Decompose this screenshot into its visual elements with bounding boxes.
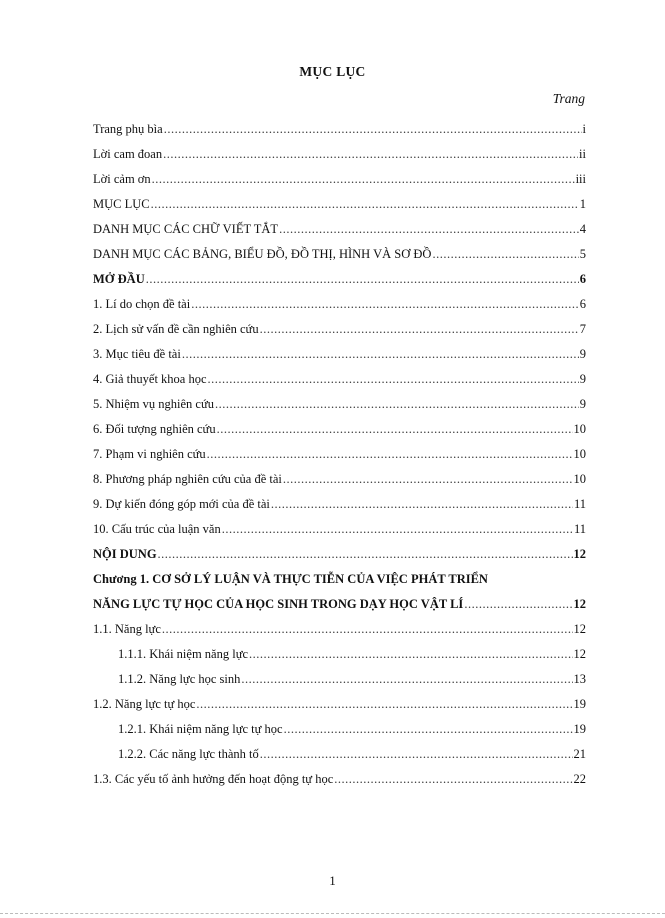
toc-entry-page: 12 <box>573 547 586 561</box>
toc-entry <box>93 487 586 512</box>
toc-leader-dots <box>260 746 573 762</box>
toc-entry-label: 1.3. Các yếu tố ảnh hưởng đến hoạt động tự học <box>93 772 334 786</box>
toc-entry <box>93 437 586 462</box>
table-of-contents <box>93 112 586 787</box>
toc-entry <box>93 312 586 337</box>
toc-entry <box>93 762 586 787</box>
toc-entry-page: ii <box>579 147 586 161</box>
toc-leader-dots <box>164 121 582 137</box>
toc-entry-label: NỘI DUNG <box>93 547 157 561</box>
toc-entry-label: 1.1.2. Năng lực học sinh <box>118 672 241 686</box>
toc-leader-dots <box>163 146 578 162</box>
toc-entry <box>93 737 586 762</box>
toc-entry-page: 19 <box>573 697 586 711</box>
toc-leader-dots <box>271 496 573 512</box>
toc-leader-dots <box>464 596 572 612</box>
toc-entry-page: 10 <box>573 447 586 461</box>
toc-leader-dots <box>215 396 579 412</box>
toc-entry <box>93 562 586 587</box>
toc-entry-label: 9. Dự kiến đóng góp mới của đề tài <box>93 497 270 511</box>
page-title: MỤC LỤC <box>299 64 366 79</box>
toc-entry-page: 4 <box>579 222 586 236</box>
toc-entry-label: Lời cam đoan <box>93 147 163 161</box>
toc-entry-page: 7 <box>579 322 586 336</box>
toc-entry-page: 6 <box>579 272 586 286</box>
toc-entry <box>93 587 586 612</box>
toc-entry-page: 9 <box>579 372 586 386</box>
toc-leader-dots <box>279 221 579 237</box>
toc-entry-page: 19 <box>573 722 586 736</box>
toc-entry-page: 10 <box>573 472 586 486</box>
toc-leader-dots <box>146 271 579 287</box>
toc-entry-label: Chương 1. CƠ SỞ LÝ LUẬN VÀ THỰC TIỄN CỦA VIỆC PHÁT TRIỂN <box>93 572 488 586</box>
toc-entry-label: 7. Phạm vi nghiên cứu <box>93 447 206 461</box>
toc-entry <box>93 287 586 312</box>
toc-leader-dots <box>334 771 572 787</box>
toc-leader-dots <box>207 446 573 462</box>
toc-leader-dots <box>182 346 579 362</box>
toc-entry <box>93 462 586 487</box>
toc-leader-dots <box>284 721 573 737</box>
toc-entry-page: 11 <box>573 522 586 536</box>
toc-leader-dots <box>489 571 585 587</box>
toc-leader-dots <box>151 196 579 212</box>
toc-entry-label: 1.2. Năng lực tự học <box>93 697 196 711</box>
toc-entry-label: MỤC LỤC <box>93 197 150 211</box>
toc-leader-dots <box>222 521 573 537</box>
toc-entry <box>93 662 586 687</box>
page-column-label: Trang <box>552 91 585 106</box>
toc-leader-dots <box>196 696 572 712</box>
toc-leader-dots <box>283 471 573 487</box>
toc-entry-page: 13 <box>573 672 586 686</box>
toc-leader-dots <box>162 621 573 637</box>
toc-entry-page: 12 <box>573 597 586 611</box>
toc-entry <box>93 537 586 562</box>
toc-entry <box>93 512 586 537</box>
page-number: 1 <box>329 873 336 888</box>
toc-entry-page: 12 <box>573 647 586 661</box>
toc-entry <box>93 687 586 712</box>
toc-entry-label: 6. Đối tượng nghiên cứu <box>93 422 216 436</box>
toc-entry-label: 10. Cấu trúc của luận văn <box>93 522 221 536</box>
toc-entry-label: 2. Lịch sử vấn đề cần nghiên cứu <box>93 322 259 336</box>
toc-entry-page: 1 <box>579 197 586 211</box>
toc-entry <box>93 412 586 437</box>
toc-entry-page: 21 <box>573 747 586 761</box>
toc-entry <box>93 237 586 262</box>
toc-entry <box>93 262 586 287</box>
toc-leader-dots <box>432 246 578 262</box>
toc-entry-page: iii <box>575 172 586 186</box>
toc-entry-page: 6 <box>579 297 586 311</box>
toc-entry-page: 22 <box>573 772 586 786</box>
toc-entry-label: 3. Mục tiêu đề tài <box>93 347 181 361</box>
toc-leader-dots <box>249 646 572 662</box>
toc-leader-dots <box>191 296 579 312</box>
toc-leader-dots <box>158 546 573 562</box>
toc-entry-label: 4. Giả thuyết khoa học <box>93 372 207 386</box>
toc-entry-page: 9 <box>579 347 586 361</box>
toc-leader-dots <box>208 371 579 387</box>
page-bottom-edge <box>0 913 665 914</box>
toc-entry-label: 8. Phương pháp nghiên cứu của đề tài <box>93 472 282 486</box>
toc-entry-page: 11 <box>573 497 586 511</box>
toc-entry-label: Lời cảm ơn <box>93 172 151 186</box>
toc-entry-page: i <box>582 122 586 136</box>
toc-entry <box>93 637 586 662</box>
toc-leader-dots <box>260 321 579 337</box>
toc-entry <box>93 137 586 162</box>
toc-entry-page: 9 <box>579 397 586 411</box>
toc-leader-dots <box>241 671 572 687</box>
toc-leader-dots <box>152 171 575 187</box>
toc-entry-page: 12 <box>573 622 586 636</box>
toc-entry-label: 1. Lí do chọn đề tài <box>93 297 191 311</box>
toc-entry-label: MỞ ĐẦU <box>93 272 145 286</box>
toc-entry <box>93 162 586 187</box>
toc-entry <box>93 612 586 637</box>
toc-entry-label: 1.2.2. Các năng lực thành tố <box>118 747 259 761</box>
toc-entry-label: Trang phụ bìa <box>93 122 163 136</box>
toc-entry-label: NĂNG LỰC TỰ HỌC CỦA HỌC SINH TRONG DẠY HỌC VẬT LÍ <box>93 597 464 611</box>
toc-entry-label: 1.1.1. Khái niệm năng lực <box>118 647 249 661</box>
toc-entry-page: 10 <box>573 422 586 436</box>
toc-leader-dots <box>217 421 573 437</box>
toc-entry-label: 1.2.1. Khái niệm năng lực tự học <box>118 722 283 736</box>
toc-entry-label: 1.1. Năng lực <box>93 622 161 636</box>
toc-entry <box>93 362 586 387</box>
toc-entry-label: 5. Nhiệm vụ nghiên cứu <box>93 397 214 411</box>
toc-entry <box>93 187 586 212</box>
toc-entry-label: DANH MỤC CÁC BẢNG, BIỂU ĐỒ, ĐỒ THỊ, HÌNH VÀ SƠ ĐỒ <box>93 247 432 261</box>
toc-entry-label: DANH MỤC CÁC CHỮ VIẾT TẮT <box>93 222 279 236</box>
toc-entry <box>93 112 586 137</box>
toc-entry <box>93 212 586 237</box>
toc-entry <box>93 387 586 412</box>
toc-entry-page: 5 <box>579 247 586 261</box>
toc-entry <box>93 712 586 737</box>
toc-entry <box>93 337 586 362</box>
